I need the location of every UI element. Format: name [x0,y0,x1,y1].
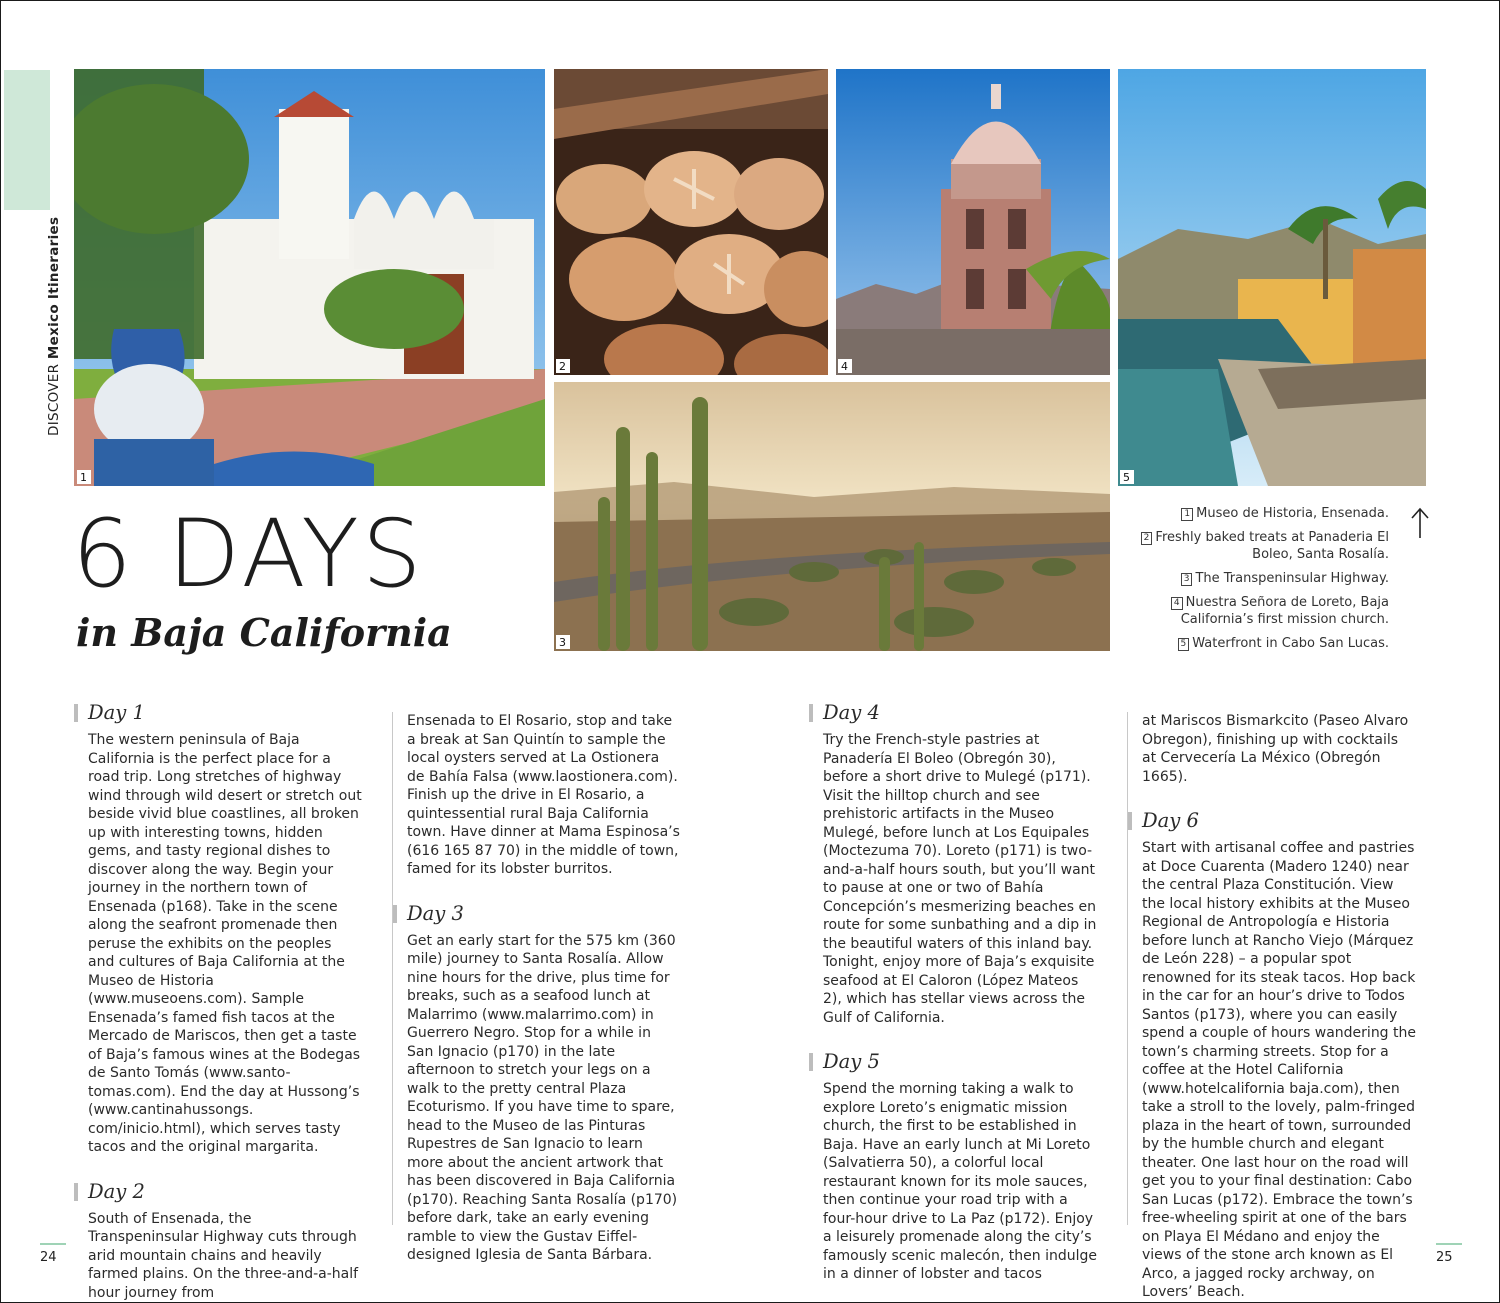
itinerary-subtitle: in Baja California [76,610,452,655]
page-number-left: 24 [40,1250,57,1265]
column-4 [1127,712,1416,1300]
day-2-text-part-1: South of Ensenada, the Transpeninsular Highway cuts through arid mountain chains and heavily farmed plains. On the three-and-a-half hour journey from [88,1210,359,1301]
day-5-heading: Day 5 [823,1049,1097,1075]
section-label [46,217,62,436]
photo-number-4: 4 [838,359,852,373]
photo-number-2: 2 [556,359,570,373]
day-2-text-part-2: Ensenada to El Rosario, stop and take a break at San Quintín to sample the local oysters served at La Ostionera de Bahía Falsa (www.laostionera.com). Finish up the drive in El Rosario, a quintessential rural Baja California town. Have dinner at Mama Espinosa’s (616 165 87 70) in the middle of town, famed for its lobster burritos. [407,713,680,877]
photo-number-1: 1 [77,470,91,484]
caption-number: 2 [1141,532,1153,545]
itinerary-title: 6 DAYS [72,500,425,609]
day-1-text: The western peninsula of Baja California is the perfect place for a road trip. Long stretches of highway wind through wild desert or stretch out beside vivid blue coastlines, all broken up with interesting towns, hidden gems, and tasty regional dishes to discover along the way. Begin your journey in the northern town of Ensenada (p168). Take in the scene along the seafront promenade then peruse the exhibits on the peoples and cultures of Baja California at the Museo de Historia (www.museoens.com). Sample Ensenada’s famed fish tacos at the Mercado de Mariscos, then get a taste of Baja’s famous wines at the Bodegas de Santo Tomás (www.santo-tomas.com). End the day at Hussong’s (www.cantinahussongs. com/inicio.html), which serves tasty tacos and the original margarita. [88,732,362,1155]
day-4-heading: Day 4 [823,700,1097,726]
photo-loreto-church [836,69,1110,375]
day-4-text: Try the French-style pastries at Panadería El Boleo (Obregón 30), before a short drive to Mulegé (p171). Visit the hilltop church and see prehistoric artifacts in the Museo Mulegé, before lunch at Los Equipales (Moctezuma 70). Loreto (p171) is two-and-a-half hours south, but you’ll want to pause at one or two of Bahía Concepción’s mesmerizing beaches en route for some sunbathing and a dip in the beautiful waters of this inland bay. Tonight, enjoy more of Baja’s exquisite seafood at El Caloron (López Mateos 2), which has stellar views across the Gulf of California. [823,732,1097,1026]
arrow-up-icon [1408,506,1432,540]
caption-4 [1129,594,1389,628]
section-tab [4,70,50,210]
caption-text: Waterfront in Cabo San Lucas. [1192,636,1389,651]
day-6-text: Start with artisanal coffee and pastries at Doce Cuarenta (Madero 1240) near the central Plaza Constitución. View the local history exhibits at the Museo Regional de Antropología e Historia before lunch at Rancho Viejo (Márquez de León 228) – a popular spot renowned for its steak tacos. Hop back in the car for an hour’s drive to Todos Santos (p173), where you can easily spend a couple of hours wandering the town’s charming streets. Stop for a coffee at the Hotel California (www.hotelcalifornia baja.com), then take a stroll to the lovely, palm-fringed plaza in the heart of town, surrounded by the humble church and elegant theater. One last hour on the road will get you to your final destination: Cabo San Lucas (p172). Embrace the town’s free-wheeling spirit at one of the bars on Playa El Médano and enjoy the views of the stone arch known as El Arco, a jagged rocky archway, on Lovers’ Beach. [1142,840,1416,1300]
day-5-text-part-1: Spend the morning taking a walk to explore Loreto’s enigmatic mission church, the first to be established in Baja. Have an early lunch at Mi Loreto (Salvatierra 50), a colorful local restaurant known for its mole sauces, then continue your road trip with a four-hour drive to La Paz (p172). Enjoy a leisurely promenade along the city’s famously scenic malecón, then indulge in a dinner of lobster and tacos [823,1081,1097,1282]
caption-text: The Transpeninsular Highway. [1195,571,1389,586]
caption-2 [1129,529,1389,563]
column-1 [88,700,362,1302]
day-2-heading: Day 2 [88,1179,362,1205]
caption-1 [1129,505,1389,522]
photo-transpeninsular-highway [554,382,1110,651]
photo-cabo-waterfront [1118,69,1426,486]
photo-captions [1129,505,1389,659]
day-3-text: Get an early start for the 575 km (360 mile) journey to Santa Rosalía. Allow nine hours for the drive, plus time for breaks, such as a seafood lunch at Malarrimo (www.malarrimo.com) in Guerrero Negro. Stop for a while in San Ignacio (p170) in the late afternoon to stretch your legs on a walk to the pretty central Plaza Ecoturismo. If you have time to spare, head to the Museo de las Pinturas Rupestres de San Ignacio to learn more about the ancient artwork that has been discovered in Baja California (p170). Reaching Santa Rosalía (p170) before dark, take an early evening ramble to view the Gustav Eiffel-designed Iglesia de Santa Bárbara. [407,932,678,1263]
photo-number-5: 5 [1120,470,1134,484]
caption-text: Nuestra Señora de Loreto, Baja California’s first mission church. [1180,595,1389,627]
caption-3 [1129,570,1389,587]
section-name: Mexico Itineraries [46,216,62,360]
caption-number: 3 [1181,573,1193,586]
caption-text: Freshly baked treats at Panaderia El Boleo, Santa Rosalía. [1155,530,1389,562]
caption-text: Museo de Historia, Ensenada. [1196,506,1389,521]
caption-number: 1 [1181,508,1193,521]
day-5-text-part-2: at Mariscos Bismarkcito (Paseo Alvaro Obregon), finishing up with cocktails at Cervecería La México (Obregón 1665). [1142,713,1409,785]
caption-number: 5 [1178,638,1190,651]
photo-museo-de-historia [74,69,545,486]
day-6-heading: Day 6 [1142,808,1416,834]
day-3-heading: Day 3 [407,901,681,927]
caption-5 [1129,635,1389,652]
photo-number-3: 3 [556,635,570,649]
day-1-heading: Day 1 [88,700,362,726]
section-prefix: DISCOVER [46,363,62,436]
caption-number: 4 [1171,597,1183,610]
page-number-right: 25 [1436,1250,1453,1265]
photo-fresh-bread [554,69,828,375]
column-2 [392,712,681,1263]
column-3 [823,700,1097,1284]
